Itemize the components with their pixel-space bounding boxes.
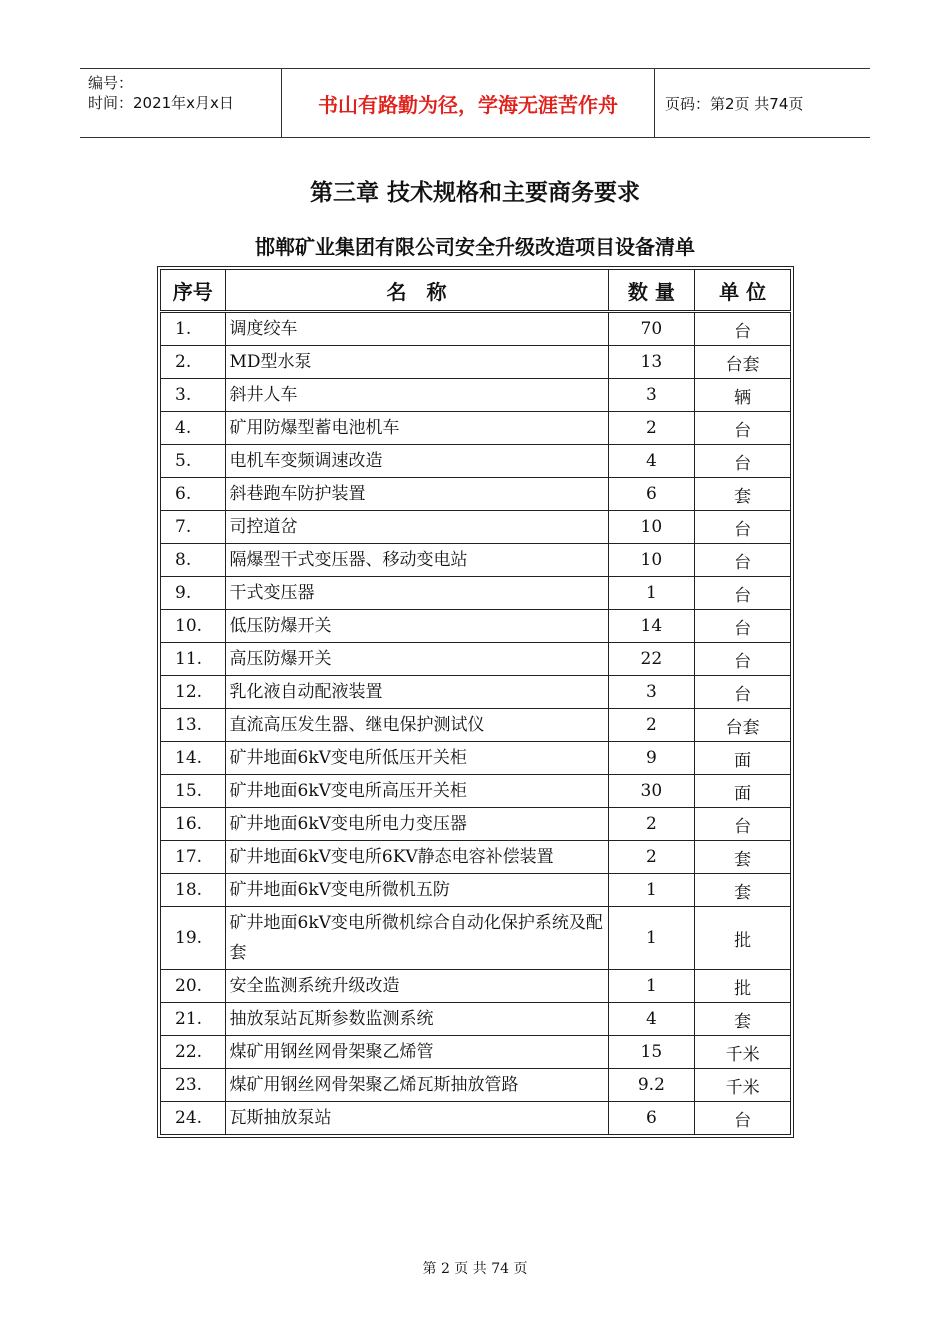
table-row bbox=[161, 841, 791, 874]
item-name: 直流高压发生器、继电保护测试仪 bbox=[225, 709, 608, 742]
table-row bbox=[161, 643, 791, 676]
item-unit: 台 bbox=[695, 1102, 791, 1135]
item-quantity: 10 bbox=[608, 544, 695, 577]
header-name: 名 称 bbox=[225, 270, 608, 312]
row-number: 5. bbox=[161, 445, 226, 478]
item-quantity: 1 bbox=[608, 577, 695, 610]
item-unit: 台 bbox=[695, 577, 791, 610]
item-unit: 套 bbox=[695, 874, 791, 907]
item-unit: 千米 bbox=[695, 1069, 791, 1102]
table-row bbox=[161, 610, 791, 643]
item-name: 抽放泵站瓦斯参数监测系统 bbox=[225, 1003, 608, 1036]
item-quantity: 6 bbox=[608, 1102, 695, 1135]
item-name: MD型水泵 bbox=[225, 346, 608, 379]
header-qty: 数 量 bbox=[608, 270, 695, 312]
row-number: 15. bbox=[161, 775, 226, 808]
item-unit: 台 bbox=[695, 445, 791, 478]
table-row bbox=[161, 1069, 791, 1102]
item-name: 煤矿用钢丝网骨架聚乙烯瓦斯抽放管路 bbox=[225, 1069, 608, 1102]
row-number: 3. bbox=[161, 379, 226, 412]
row-number: 10. bbox=[161, 610, 226, 643]
table-row bbox=[161, 1003, 791, 1036]
item-quantity: 70 bbox=[608, 312, 695, 346]
row-number: 19. bbox=[161, 907, 226, 970]
number-label: 编号： bbox=[88, 74, 134, 92]
item-unit: 台 bbox=[695, 511, 791, 544]
item-quantity: 13 bbox=[608, 346, 695, 379]
table-row bbox=[161, 544, 791, 577]
item-quantity: 4 bbox=[608, 445, 695, 478]
row-number: 13. bbox=[161, 709, 226, 742]
header-meta bbox=[88, 73, 234, 113]
table-row bbox=[161, 676, 791, 709]
item-name: 乳化液自动配液装置 bbox=[225, 676, 608, 709]
table-row bbox=[161, 511, 791, 544]
item-quantity: 2 bbox=[608, 412, 695, 445]
item-unit: 套 bbox=[695, 1003, 791, 1036]
table-header-row bbox=[161, 270, 791, 312]
item-name: 矿井地面6kV变电所高压开关柜 bbox=[225, 775, 608, 808]
item-quantity: 22 bbox=[608, 643, 695, 676]
row-number: 9. bbox=[161, 577, 226, 610]
item-name: 斜井人车 bbox=[225, 379, 608, 412]
item-unit: 辆 bbox=[695, 379, 791, 412]
item-name: 斜巷跑车防护装置 bbox=[225, 478, 608, 511]
table-row bbox=[161, 970, 791, 1003]
item-name: 电机车变频调速改造 bbox=[225, 445, 608, 478]
item-quantity: 9 bbox=[608, 742, 695, 775]
row-number: 12. bbox=[161, 676, 226, 709]
item-quantity: 3 bbox=[608, 379, 695, 412]
table-row bbox=[161, 1036, 791, 1069]
item-unit: 台套 bbox=[695, 709, 791, 742]
item-unit: 台 bbox=[695, 643, 791, 676]
item-name: 矿井地面6kV变电所微机五防 bbox=[225, 874, 608, 907]
item-unit: 台 bbox=[695, 808, 791, 841]
item-quantity: 2 bbox=[608, 841, 695, 874]
row-number: 24. bbox=[161, 1102, 226, 1135]
table-row bbox=[161, 874, 791, 907]
table-row bbox=[161, 775, 791, 808]
item-unit: 批 bbox=[695, 907, 791, 970]
item-name: 司控道岔 bbox=[225, 511, 608, 544]
item-name: 干式变压器 bbox=[225, 577, 608, 610]
item-unit: 台 bbox=[695, 610, 791, 643]
row-number: 23. bbox=[161, 1069, 226, 1102]
header-unit: 单 位 bbox=[695, 270, 791, 312]
item-unit: 千米 bbox=[695, 1036, 791, 1069]
list-title: 邯郸矿业集团有限公司安全升级改造项目设备清单 bbox=[255, 235, 695, 259]
item-quantity: 15 bbox=[608, 1036, 695, 1069]
item-quantity: 3 bbox=[608, 676, 695, 709]
table-row bbox=[161, 412, 791, 445]
item-name: 矿井地面6kV变电所微机综合自动化保护系统及配套 bbox=[225, 907, 608, 970]
item-name: 矿井地面6kV变电所低压开关柜 bbox=[225, 742, 608, 775]
row-number: 8. bbox=[161, 544, 226, 577]
table-row bbox=[161, 445, 791, 478]
item-name: 矿井地面6kV变电所6KV静态电容补偿装置 bbox=[225, 841, 608, 874]
item-name: 安全监测系统升级改造 bbox=[225, 970, 608, 1003]
item-quantity: 1 bbox=[608, 907, 695, 970]
item-unit: 台 bbox=[695, 676, 791, 709]
item-quantity: 9.2 bbox=[608, 1069, 695, 1102]
item-unit: 批 bbox=[695, 970, 791, 1003]
item-quantity: 2 bbox=[608, 709, 695, 742]
item-unit: 套 bbox=[695, 478, 791, 511]
row-number: 7. bbox=[161, 511, 226, 544]
row-number: 17. bbox=[161, 841, 226, 874]
item-unit: 面 bbox=[695, 775, 791, 808]
table-body bbox=[161, 312, 791, 1135]
row-number: 16. bbox=[161, 808, 226, 841]
item-unit: 面 bbox=[695, 742, 791, 775]
row-number: 21. bbox=[161, 1003, 226, 1036]
equipment-table-frame bbox=[157, 266, 794, 1138]
item-quantity: 1 bbox=[608, 970, 695, 1003]
item-name: 煤矿用钢丝网骨架聚乙烯管 bbox=[225, 1036, 608, 1069]
table-row bbox=[161, 1102, 791, 1135]
page-footer: 第 2 页 共 74 页 bbox=[422, 1261, 528, 1277]
time-label: 时间：2021年x月x日 bbox=[88, 94, 234, 112]
item-name: 矿用防爆型蓄电池机车 bbox=[225, 412, 608, 445]
item-unit: 台 bbox=[695, 412, 791, 445]
page-header bbox=[80, 68, 870, 138]
row-number: 22. bbox=[161, 1036, 226, 1069]
table-row bbox=[161, 346, 791, 379]
item-unit: 台套 bbox=[695, 346, 791, 379]
table-row bbox=[161, 312, 791, 346]
table-row bbox=[161, 808, 791, 841]
item-name: 瓦斯抽放泵站 bbox=[225, 1102, 608, 1135]
item-unit: 套 bbox=[695, 841, 791, 874]
header-no: 序号 bbox=[161, 270, 226, 312]
row-number: 4. bbox=[161, 412, 226, 445]
row-number: 1. bbox=[161, 312, 226, 346]
item-quantity: 30 bbox=[608, 775, 695, 808]
item-name: 低压防爆开关 bbox=[225, 610, 608, 643]
header-motto: 书山有路勤为径，学海无涯苦作舟 bbox=[281, 69, 655, 137]
table-row bbox=[161, 709, 791, 742]
chapter-title: 第三章 技术规格和主要商务要求 bbox=[309, 180, 640, 206]
table-row bbox=[161, 907, 791, 970]
row-number: 14. bbox=[161, 742, 226, 775]
item-unit: 台 bbox=[695, 544, 791, 577]
item-name: 调度绞车 bbox=[225, 312, 608, 346]
equipment-table bbox=[160, 269, 791, 1135]
item-name: 高压防爆开关 bbox=[225, 643, 608, 676]
table-row bbox=[161, 478, 791, 511]
item-quantity: 14 bbox=[608, 610, 695, 643]
row-number: 18. bbox=[161, 874, 226, 907]
table-row bbox=[161, 742, 791, 775]
row-number: 6. bbox=[161, 478, 226, 511]
item-unit: 台 bbox=[695, 312, 791, 346]
table-row bbox=[161, 379, 791, 412]
item-quantity: 1 bbox=[608, 874, 695, 907]
item-name: 矿井地面6kV变电所电力变压器 bbox=[225, 808, 608, 841]
table-row bbox=[161, 577, 791, 610]
item-quantity: 6 bbox=[608, 478, 695, 511]
row-number: 20. bbox=[161, 970, 226, 1003]
item-quantity: 10 bbox=[608, 511, 695, 544]
item-quantity: 4 bbox=[608, 1003, 695, 1036]
header-page-info: 页码：第2页 共74页 bbox=[665, 94, 804, 113]
row-number: 11. bbox=[161, 643, 226, 676]
row-number: 2. bbox=[161, 346, 226, 379]
item-name: 隔爆型干式变压器、移动变电站 bbox=[225, 544, 608, 577]
item-quantity: 2 bbox=[608, 808, 695, 841]
